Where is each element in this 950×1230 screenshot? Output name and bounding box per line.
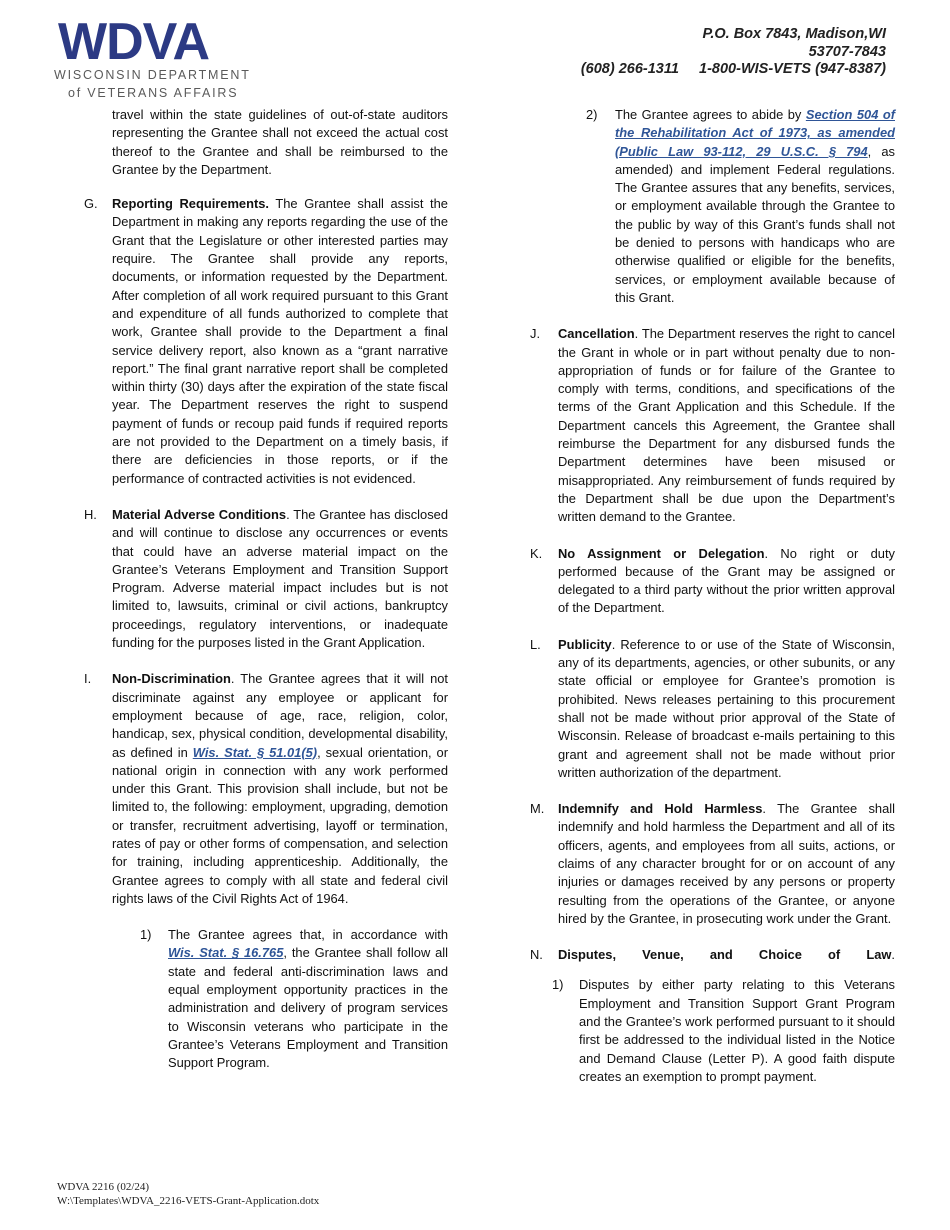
logo-line-department: WISCONSIN DEPARTMENT [54, 68, 251, 82]
logo-line-veterans: of VETERANS AFFAIRS [68, 86, 239, 100]
section-k-body: . No right or duty performed because of the Grant may be assigned or delegated to a third party without the prior written approval of the Department. [558, 545, 895, 616]
section-f-text: travel within the state guidelines of out-of-state auditors representing the Grantee shall not exceed the actual cost thereof to the Grantee and shall be reimbursed to the Grantee by the Department. [112, 107, 448, 177]
section-504-link[interactable]: Section 504 of the Rehabilitation Act of 1973, as amended (Public Law 93-112, 29 U.S.C. § 794 [615, 107, 895, 159]
section-i-subitem-2-text-a: The Grantee agrees to abide by [615, 107, 806, 122]
section-n-subitem-1-text: Disputes by either party relating to this Veterans Employment and Transition Support Grant Program and the Grantee’s work performed pursuant to it should first be addressed to the individual listed in the Notice and Demand Clause (Letter P). A good faith dispute creates an exemption to prompt payment. [579, 977, 895, 1084]
wis-stat-16765-link[interactable]: Wis. Stat. § 16.765 [168, 945, 284, 961]
section-m-title: Indemnify and Hold Harmless [558, 801, 763, 817]
section-h-letter: H. [84, 506, 97, 522]
section-k [530, 545, 895, 618]
address-phone: (608) 266-1311 1-800-WIS-VETS (947-8387) [580, 61, 886, 77]
section-n-letter: N. [530, 947, 543, 963]
section-n-title-text: Disputes, Venue, and Choice of Law [558, 947, 892, 963]
address-po-box: P.O. Box 7843, Madison,WI [702, 26, 886, 42]
section-l-title: Publicity [558, 636, 612, 652]
section-i-subitem-2-number: 2) [586, 107, 598, 122]
section-i-subitem-2 [530, 106, 895, 307]
section-n [530, 946, 895, 964]
section-n-title [558, 946, 895, 964]
right-column [530, 106, 895, 1086]
wis-stat-51-link[interactable]: Wis. Stat. § 51.01(5) [192, 744, 318, 760]
section-j-letter: J. [530, 326, 541, 342]
section-i-subitem-1-number: 1) [140, 927, 152, 943]
section-j-body: . The Department reserves the right to cancel the Grant in whole or in part without penalty due to non-appropriation of funds or for failure of the Grantee to comply with terms, conditions, and specifications of the terms of the Grant Application and this Schedule. If the Department cancels this Agreement, the Grantee shall reimburse the Department for any disbursed funds the Department determines have been misused or misappropriated. Any reimbursement of funds required by the Department shall be due upon the Department’s written demand to the Grantee. [558, 326, 895, 525]
logo-wordmark: WDVA [58, 13, 210, 71]
section-l-body: . Reference to or use of the State of Wisconsin, any of its departments, agencies, or other subunits, or any state official or employee for Grantee’s promotion is prohibited. News releases pertaining to this procurement shall not be made without prior approval of the State of Wisconsin. Release of broadcast e-mails pertaining to this grant and agreement shall not be made without prior written authorization of the department. [558, 636, 895, 780]
section-i-title: Non-Discrimination [112, 671, 231, 687]
section-i-subitem-1-text-a: The Grantee agrees that, in accordance with [168, 927, 448, 943]
section-g-title: Reporting Requirements. [112, 196, 270, 212]
section-n-title-period: . [891, 947, 895, 963]
footer-form-number: WDVA 2216 (02/24) [57, 1181, 150, 1193]
section-f-continued [84, 106, 448, 179]
section-i-body-2: , sexual orientation, or national origin in connection with any work performed under this Grant. This provision shall include, but not be limited to, the following: employment, upgrading, demotion or transfer, recruitment advertising, layoff or termination, rates of pay or other forms of compensation, and selection for training, including apprenticeship. Additionally, the Grantee agrees to comply with all state and federal civil rights laws of the Civil Rights Act of 1964. [112, 744, 448, 906]
section-i-subitem-1-text-b: , the Grantee shall follow all state and federal anti-discrimination laws and equal employment opportunity practices in the administration and delivery of program services to Wisconsin veterans who participate in the Grantee’s Veterans Employment and Transition Support Program. [168, 945, 448, 1071]
section-j-title: Cancellation [558, 326, 635, 342]
section-m-letter: M. [530, 801, 545, 817]
page-footer [57, 1180, 319, 1208]
address-block [581, 26, 886, 79]
left-column [84, 106, 448, 1073]
section-k-letter: K. [530, 545, 543, 561]
section-h-body: . The Grantee has disclosed and will continue to disclose any occurrences or events that could have an adverse material impact on the Grantee’s Veterans Employment and Transition Support Program. Adverse material impact includes but is not limited to, lawsuits, criminal or civil actions, bankruptcy proceedings, regulatory interventions, or inadequate funding for the purposes listed in the Grant Application. [112, 506, 448, 651]
section-i-subitem-1 [84, 926, 448, 1072]
section-h [84, 506, 448, 652]
section-l-letter: L. [530, 636, 541, 652]
wdva-logo [54, 14, 266, 104]
section-i-letter: I. [84, 671, 92, 687]
section-i-subitem-2-text-b: , as amended) and implement Federal regulations. The Grantee assures that any benefits, services, or employment available through the Grantee to the public by way of this Grant’s funds shall not be denied to persons with handicaps who are otherwise qualified or eligible for the benefits, services, or employment available because of this Grant. [615, 143, 895, 305]
section-k-title: No Assignment or Delegation [558, 545, 765, 561]
section-m-body: . The Grantee shall indemnify and hold harmless the Department and all of its officers, agents, and employees from all suits, actions, or claims of any character brought for or on account of any injuries or damages received by any persons or property resulting from the operations of the Grantee, or anyone hired by the Grantee, in prosecuting work under the Grant. [558, 801, 895, 926]
footer-template-path: W:\Templates\WDVA_2216-VETS-Grant-Application.dotx [57, 1195, 320, 1207]
section-l [530, 636, 895, 782]
section-g [84, 195, 448, 488]
section-n-subitem-1 [530, 976, 895, 1086]
section-i-body-1: . The Grantee agrees that it will not discriminate against any employee or applicant for employment because of age, race, religion, color, handicap, sex, physical condition, developmental disability, as defined in [112, 671, 448, 760]
section-n-subitem-1-number: 1) [552, 977, 564, 993]
address-zip: 53707-7843 [808, 43, 886, 60]
section-m [530, 800, 895, 928]
section-i [84, 670, 448, 908]
section-g-body: The Grantee shall assist the Department in making any reports regarding the use of the Grant that the Legislature or other interested parties may require. The Grantee shall provide any reports, documents, or information requested by the Department. After completion of all work required pursuant to this Grant and expenditure of all funds authorized to complete that work, Grantee shall provide to the Department a final service delivery report, also known as a “grant narrative report.” The final grant narrative report shall be completed within thirty (30) days after the expiration of the state fiscal year. The Department reserves the right to suspend payment of funds or recoup paid funds if required reports are not provided to the Department on a timely basis, if there are deficiencies in those reports, or if the performance of contracted activities is not evidenced. [112, 196, 448, 486]
section-h-title: Material Adverse Conditions [112, 506, 287, 522]
section-j [530, 325, 895, 526]
section-g-letter: G. [84, 196, 98, 212]
